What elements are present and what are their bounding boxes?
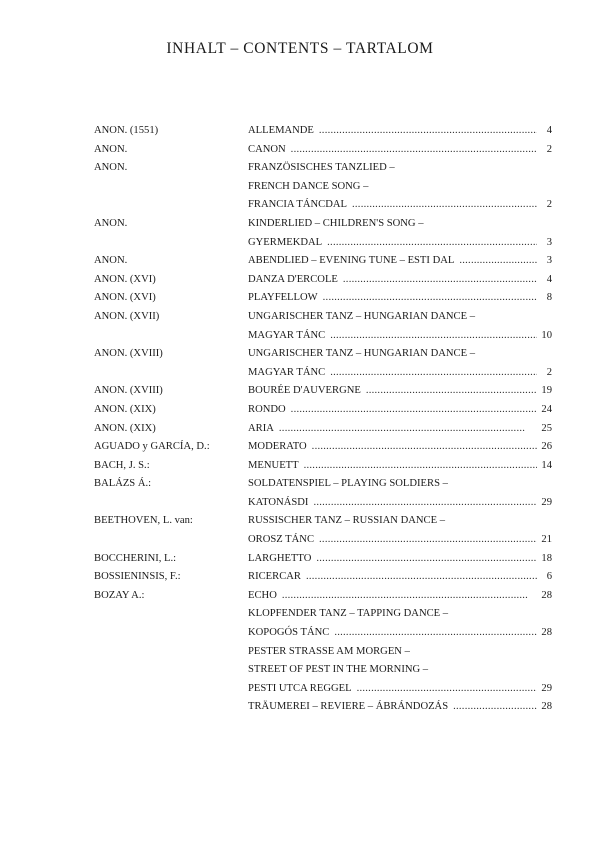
piece-title: ARIA: [248, 422, 274, 434]
piece-title: MENUETT: [248, 459, 299, 471]
toc-entry: [248, 494, 552, 513]
toc-row: [94, 698, 552, 717]
piece-title: PESTER STRASSE AM MORGEN –: [248, 645, 410, 657]
toc-entry: [248, 457, 552, 476]
dot-leader: [323, 289, 537, 308]
toc-row: [94, 122, 552, 141]
toc-entry: [248, 680, 552, 699]
toc-entry: [248, 661, 552, 680]
toc-entry: [248, 327, 552, 346]
page-number: 29: [541, 496, 552, 508]
dot-leader: [319, 531, 537, 550]
piece-title: ABENDLIED – EVENING TUNE – ESTI DAL: [248, 255, 455, 267]
toc-row: [94, 624, 552, 643]
toc-entry: [248, 438, 552, 457]
piece-title: FRENCH DANCE SONG –: [248, 180, 369, 192]
composer-name: BALÁZS Á.:: [94, 478, 152, 490]
toc-entry: [248, 698, 552, 717]
piece-title: RONDO: [248, 403, 286, 415]
piece-title: OROSZ TÁNC: [248, 534, 315, 546]
composer-name: BOCCHERINI, L.:: [94, 552, 177, 564]
piece-title: KOPOGÓS TÁNC: [248, 627, 330, 639]
toc-row: [94, 531, 552, 550]
composer-name: ANON. (XVII): [94, 310, 160, 322]
composer-name: ANON. (1551): [94, 125, 159, 136]
piece-title: KLOPFENDER TANZ – TAPPING DANCE –: [248, 608, 449, 620]
toc-row: [94, 568, 552, 587]
piece-title: ALLEMANDE: [248, 125, 314, 136]
toc-entry: [248, 215, 552, 234]
toc-entry: [248, 550, 552, 569]
dot-leader: [352, 196, 537, 215]
toc-row: [94, 475, 552, 494]
piece-title: PLAYFELLOW: [248, 292, 318, 304]
toc-entry: [248, 345, 552, 364]
toc-entry: [248, 141, 552, 160]
dot-leader: [316, 550, 537, 569]
toc-row: [94, 605, 552, 624]
toc-entry: [248, 512, 552, 531]
toc-row: [94, 364, 552, 383]
toc-entry: [248, 568, 552, 587]
toc-entry: [248, 475, 552, 494]
composer-name: ANON.: [94, 143, 128, 155]
toc-entry: [248, 289, 552, 308]
toc-row: [94, 512, 552, 531]
toc-row: [94, 438, 552, 457]
page-number: 26: [541, 441, 552, 453]
composer-name: ANON. (XVI): [94, 273, 156, 285]
toc-row: [94, 159, 552, 178]
piece-title: UNGARISCHER TANZ – HUNGARIAN DANCE –: [248, 348, 476, 360]
page-number: 18: [541, 552, 552, 564]
page-number: 21: [541, 534, 552, 546]
dot-leader: [334, 624, 537, 643]
page-number: 28: [541, 627, 552, 639]
page-number: 29: [541, 682, 552, 694]
page-number: 10: [541, 329, 552, 341]
toc-entry: [248, 271, 552, 290]
page-number: 2: [546, 143, 552, 155]
composer-name: AGUADO y GARCÍA, D.:: [94, 441, 210, 453]
toc-row: [94, 401, 552, 420]
piece-title: DANZA D'ERCOLE: [248, 273, 338, 285]
composer-name: ANON. (XVIII): [94, 385, 163, 397]
piece-title: LARGHETTO: [248, 552, 312, 564]
composer-name: BACH, J. S.:: [94, 459, 150, 471]
piece-title: BOURÉE D'AUVERGNE: [248, 385, 361, 397]
toc-row: [94, 289, 552, 308]
toc-entry: [248, 605, 552, 624]
page-number: 28: [541, 701, 552, 713]
toc-row: [94, 327, 552, 346]
piece-title: FRANCIA TÁNCDAL: [248, 199, 347, 211]
toc-entry: [248, 159, 552, 178]
dot-leader: [330, 327, 537, 346]
page-number: 28: [541, 589, 552, 601]
toc-entry: [248, 122, 552, 141]
composer-name: BEETHOVEN, L. van:: [94, 515, 193, 527]
toc-row: [94, 345, 552, 364]
dot-leader: [357, 680, 537, 699]
piece-title: RICERCAR: [248, 571, 301, 583]
piece-title: STREET OF PEST IN THE MORNING –: [248, 664, 429, 676]
piece-title: MODERATO: [248, 441, 307, 453]
piece-title: MAGYAR TÁNC: [248, 366, 326, 378]
toc-entry: [248, 234, 552, 253]
toc-entry: [248, 178, 552, 197]
page-number: 3: [546, 255, 552, 267]
piece-title: TRÄUMEREI – REVIERE – ÁBRÁNDOZÁS: [248, 701, 449, 713]
piece-title: PESTI UTCA REGGEL: [248, 682, 352, 694]
toc-entry: [248, 308, 552, 327]
composer-name: BOZAY A.:: [94, 589, 145, 601]
toc-entry: [248, 420, 552, 439]
page-number: 4: [546, 273, 552, 285]
toc-entry: [248, 401, 552, 420]
toc-row: [94, 178, 552, 197]
page-number: 4: [546, 125, 552, 136]
toc-entry: [248, 624, 552, 643]
page-title: INHALT – CONTENTS – TARTALOM: [166, 40, 434, 57]
page-number: 8: [546, 292, 552, 304]
dot-leader: [306, 568, 537, 587]
composer-name: ANON. (XIX): [94, 422, 156, 434]
toc-row: [94, 494, 552, 513]
piece-title: UNGARISCHER TANZ – HUNGARIAN DANCE –: [248, 310, 476, 322]
dot-leader: [282, 587, 537, 606]
toc-entry: [248, 382, 552, 401]
composer-name: ANON.: [94, 255, 128, 267]
page-number: 6: [546, 571, 552, 583]
piece-title: FRANZÖSISCHES TANZLIED –: [248, 162, 395, 174]
piece-title: MAGYAR TÁNC: [248, 329, 326, 341]
toc-entry: [248, 364, 552, 383]
toc-entry: [248, 531, 552, 550]
page-number: 14: [541, 459, 552, 471]
piece-title: SOLDATENSPIEL – PLAYING SOLDIERS –: [248, 478, 448, 490]
page-number: 24: [541, 403, 552, 415]
toc-entry: [248, 587, 552, 606]
dot-leader: [313, 494, 537, 513]
composer-name: BOSSIENINSIS, F.:: [94, 571, 181, 583]
toc-row: [94, 382, 552, 401]
dot-leader: [279, 420, 537, 439]
dot-leader: [343, 271, 537, 290]
composer-name: ANON. (XIX): [94, 403, 156, 415]
page-number: 2: [546, 199, 552, 211]
page-number: 2: [546, 366, 552, 378]
toc-row: [94, 141, 552, 160]
toc-row: [94, 680, 552, 699]
toc-entry: [248, 196, 552, 215]
dot-leader: [327, 234, 537, 253]
dot-leader: [366, 382, 537, 401]
toc-entry: [248, 252, 552, 271]
toc-row: [94, 196, 552, 215]
piece-title: KINDERLIED – CHILDREN'S SONG –: [248, 217, 424, 229]
table-of-contents: [94, 122, 552, 717]
toc-entry: [248, 643, 552, 662]
toc-row: [94, 308, 552, 327]
dot-leader: [459, 252, 537, 271]
toc-row: [94, 587, 552, 606]
dot-leader: [304, 457, 537, 476]
toc-row: [94, 420, 552, 439]
piece-title: RUSSISCHER TANZ – RUSSIAN DANCE –: [248, 515, 446, 527]
piece-title: KATONÁSDI: [248, 496, 309, 508]
composer-name: ANON. (XVI): [94, 292, 156, 304]
toc-row: [94, 457, 552, 476]
composer-name: ANON.: [94, 217, 128, 229]
page-number: 3: [546, 236, 552, 248]
toc-row: [94, 234, 552, 253]
composer-name: ANON.: [94, 162, 128, 174]
page-number: 19: [541, 385, 552, 397]
piece-title: GYERMEKDAL: [248, 236, 323, 248]
dot-leader: [312, 438, 537, 457]
dot-leader: [330, 364, 537, 383]
page-number: 25: [541, 422, 552, 434]
composer-name: ANON. (XVIII): [94, 348, 163, 360]
dot-leader: [291, 401, 537, 420]
toc-row: [94, 271, 552, 290]
toc-row: [94, 252, 552, 271]
toc-row: [94, 215, 552, 234]
piece-title: ECHO: [248, 589, 277, 601]
piece-title: CANON: [248, 143, 286, 155]
dot-leader: [453, 698, 537, 717]
dot-leader: [291, 141, 537, 160]
dot-leader: [319, 122, 537, 141]
toc-row: [94, 661, 552, 680]
toc-row: [94, 643, 552, 662]
toc-row: [94, 550, 552, 569]
